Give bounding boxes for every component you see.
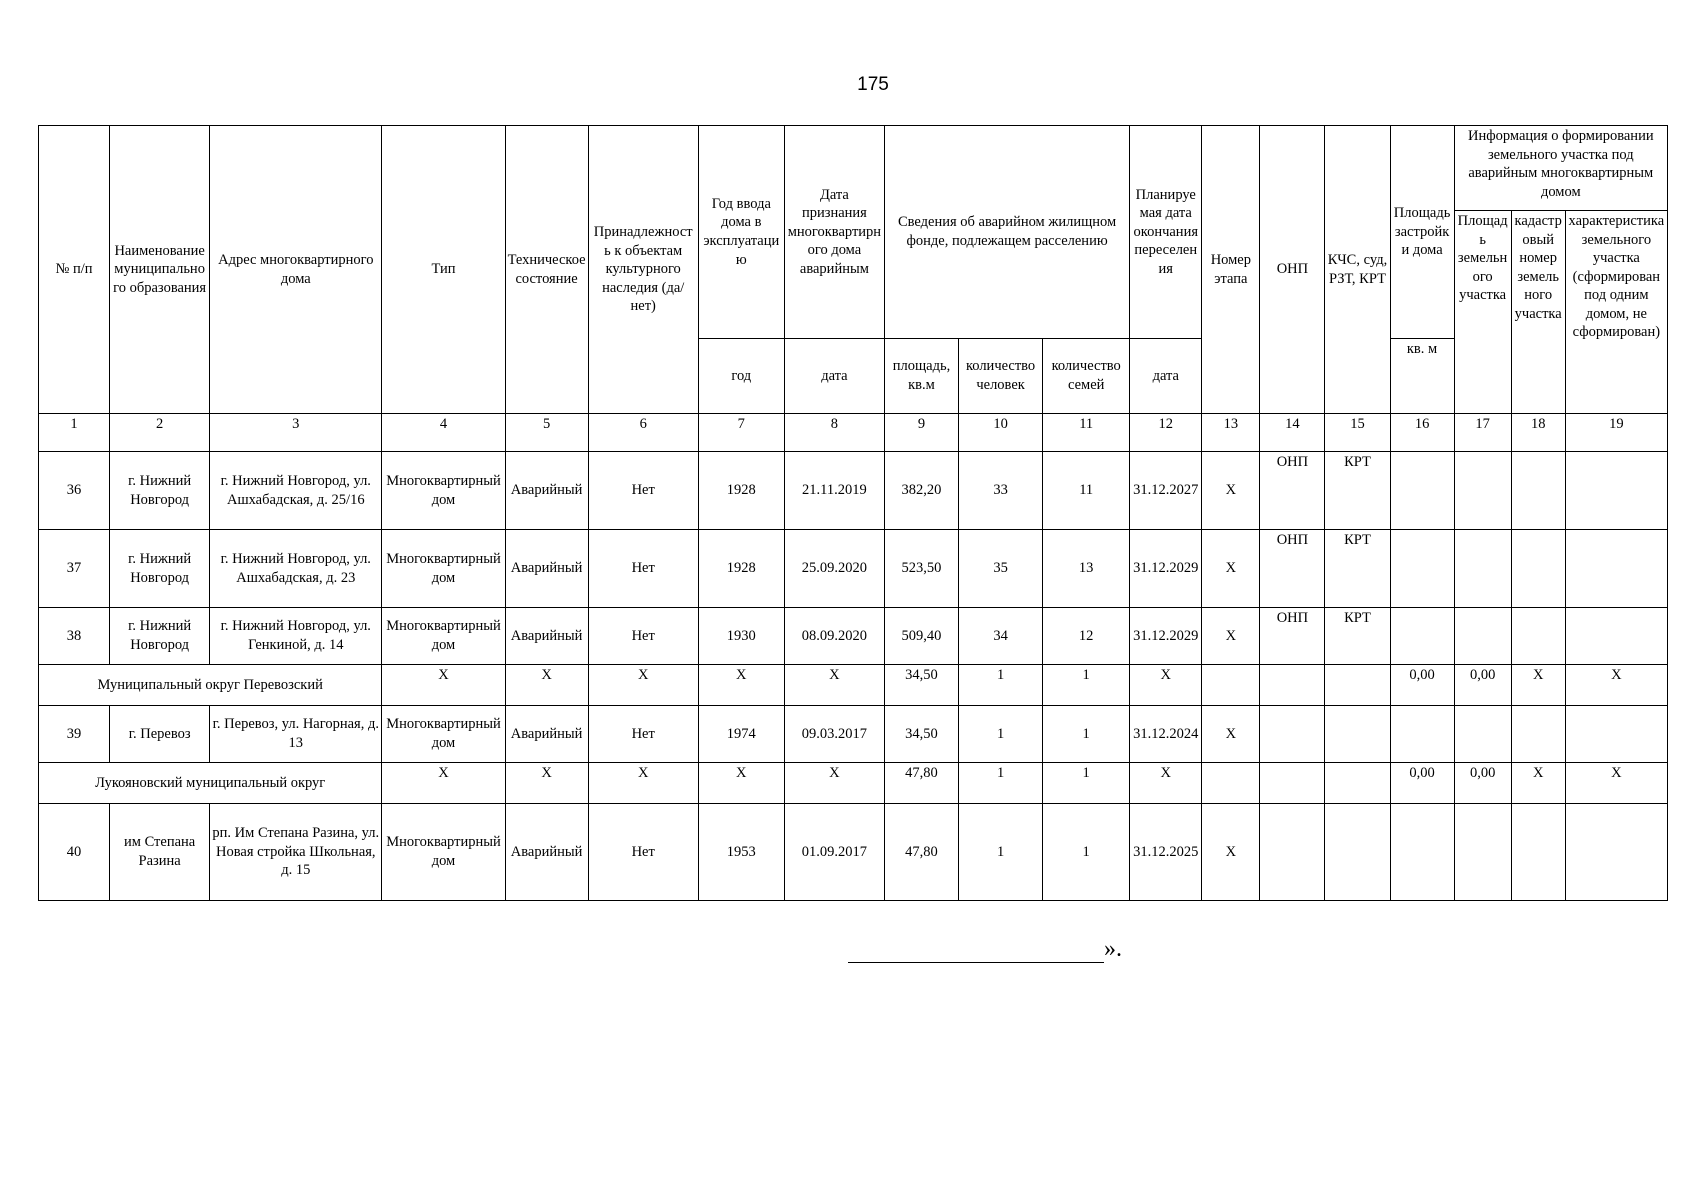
- column-number: 17: [1454, 414, 1511, 452]
- cell-heritage: Нет: [588, 706, 698, 763]
- cell-c19: [1565, 804, 1667, 901]
- cell-c18: [1511, 452, 1565, 530]
- cell-num: 40: [39, 804, 110, 901]
- cell-c19: X: [1565, 665, 1667, 706]
- cell-heritage: X: [588, 665, 698, 706]
- cell-address: г. Нижний Новгород, ул. Ашхабадская, д. 25/16: [210, 452, 382, 530]
- cell-stage: X: [1202, 804, 1260, 901]
- summary-row: [39, 763, 1668, 804]
- column-number: 15: [1325, 414, 1390, 452]
- cell-year: X: [698, 665, 784, 706]
- cell-people: 34: [959, 608, 1043, 665]
- column-number: 2: [110, 414, 210, 452]
- cell-kchs: [1325, 665, 1390, 706]
- subheader-date: дата: [784, 339, 884, 414]
- cell-type: X: [382, 665, 505, 706]
- cell-mo: г. Нижний Новгород: [110, 608, 210, 665]
- cell-c18: [1511, 608, 1565, 665]
- column-number: 1: [39, 414, 110, 452]
- cell-mo: г. Нижний Новгород: [110, 452, 210, 530]
- summary-label: Муниципальный округ Перевозский: [39, 665, 382, 706]
- cell-num: 37: [39, 530, 110, 608]
- subheader-families: количество семей: [1043, 339, 1130, 414]
- cell-c16: [1390, 452, 1454, 530]
- cell-mo: г. Перевоз: [110, 706, 210, 763]
- cell-people: 33: [959, 452, 1043, 530]
- cell-date: 01.09.2017: [784, 804, 884, 901]
- page-number: 175: [857, 74, 889, 95]
- table-row: [39, 452, 1668, 530]
- cell-type: Многоквартирный дом: [382, 608, 505, 665]
- cell-type: Многоквартирный дом: [382, 804, 505, 901]
- cell-address: г. Перевоз, ул. Нагорная, д. 13: [210, 706, 382, 763]
- cell-onp: [1260, 706, 1325, 763]
- column-number: 14: [1260, 414, 1325, 452]
- cell-onp: [1260, 804, 1325, 901]
- header-planned-date: Планируемая дата окончания переселения: [1130, 126, 1202, 339]
- subheader-year: год: [698, 339, 784, 414]
- cell-resettle: X: [1130, 763, 1202, 804]
- cell-c16: [1390, 608, 1454, 665]
- cell-c17: [1454, 804, 1511, 901]
- header-municipality: Наименование муниципального образования: [110, 126, 210, 414]
- cell-mo: г. Нижний Новгород: [110, 530, 210, 608]
- cell-c18: [1511, 706, 1565, 763]
- cell-date: 08.09.2020: [784, 608, 884, 665]
- cell-stage: X: [1202, 530, 1260, 608]
- column-number: 4: [382, 414, 505, 452]
- cell-year: 1928: [698, 452, 784, 530]
- cell-c18: [1511, 530, 1565, 608]
- header-land-plot-group: Информация о формировании земельного участка под аварийным многоквартирным домом: [1454, 126, 1667, 211]
- column-number: 19: [1565, 414, 1667, 452]
- cell-num: 39: [39, 706, 110, 763]
- column-number: 18: [1511, 414, 1565, 452]
- cell-type: Многоквартирный дом: [382, 452, 505, 530]
- cell-year: 1930: [698, 608, 784, 665]
- header-heritage: Принадлежность к объектам культурного наследия (да/нет): [588, 126, 698, 414]
- cell-c17: [1454, 608, 1511, 665]
- cell-families: 1: [1043, 665, 1130, 706]
- cell-c16: [1390, 706, 1454, 763]
- cell-date: X: [784, 763, 884, 804]
- column-number: 5: [505, 414, 588, 452]
- signature-line: [848, 932, 1104, 963]
- cell-date: 21.11.2019: [784, 452, 884, 530]
- cell-c19: [1565, 530, 1667, 608]
- cell-c17: [1454, 452, 1511, 530]
- header-cadastral: кадастровый номер земельного участка: [1511, 211, 1565, 414]
- cell-date: 09.03.2017: [784, 706, 884, 763]
- cell-area: 47,80: [884, 763, 958, 804]
- column-number: 6: [588, 414, 698, 452]
- cell-c18: X: [1511, 665, 1565, 706]
- column-number: 13: [1202, 414, 1260, 452]
- subheader-built-area-unit: кв. м: [1390, 339, 1454, 414]
- cell-year: X: [698, 763, 784, 804]
- cell-families: 12: [1043, 608, 1130, 665]
- cell-area: 34,50: [884, 665, 958, 706]
- header-tech-state: Техническое состояние: [505, 126, 588, 414]
- cell-families: 13: [1043, 530, 1130, 608]
- header-kchs: КЧС, суд, РЗТ, КРТ: [1325, 126, 1390, 414]
- cell-onp: [1260, 665, 1325, 706]
- header-recognition-date: Дата признания многоквартирного дома аварийным: [784, 126, 884, 339]
- cell-state: Аварийный: [505, 706, 588, 763]
- cell-area: 509,40: [884, 608, 958, 665]
- cell-num: 38: [39, 608, 110, 665]
- cell-resettle: 31.12.2024: [1130, 706, 1202, 763]
- cell-onp: ОНП: [1260, 452, 1325, 530]
- cell-area: 47,80: [884, 804, 958, 901]
- cell-resettle: 31.12.2025: [1130, 804, 1202, 901]
- cell-date: X: [784, 665, 884, 706]
- cell-c17: 0,00: [1454, 665, 1511, 706]
- cell-c19: X: [1565, 763, 1667, 804]
- cell-stage: [1202, 665, 1260, 706]
- table-row: [39, 804, 1668, 901]
- subheader-planned-date: дата: [1130, 339, 1202, 414]
- table-row: [39, 706, 1668, 763]
- cell-date: 25.09.2020: [784, 530, 884, 608]
- cell-kchs: КРТ: [1325, 452, 1390, 530]
- cell-c18: [1511, 804, 1565, 901]
- cell-year: 1953: [698, 804, 784, 901]
- cell-families: 1: [1043, 706, 1130, 763]
- header-address: Адрес многоквартирного дома: [210, 126, 382, 414]
- cell-stage: [1202, 763, 1260, 804]
- cell-type: X: [382, 763, 505, 804]
- cell-year: 1974: [698, 706, 784, 763]
- cell-c19: [1565, 452, 1667, 530]
- closing-quote: ».: [1104, 936, 1122, 962]
- header-onp: ОНП: [1260, 126, 1325, 414]
- cell-state: X: [505, 763, 588, 804]
- column-number: 8: [784, 414, 884, 452]
- header-stage: Номер этапа: [1202, 126, 1260, 414]
- cell-year: 1928: [698, 530, 784, 608]
- column-number: 10: [959, 414, 1043, 452]
- cell-area: 382,20: [884, 452, 958, 530]
- cell-heritage: Нет: [588, 804, 698, 901]
- cell-num: 36: [39, 452, 110, 530]
- cell-stage: X: [1202, 608, 1260, 665]
- cell-resettle: X: [1130, 665, 1202, 706]
- cell-c19: [1565, 706, 1667, 763]
- cell-state: Аварийный: [505, 530, 588, 608]
- cell-kchs: КРТ: [1325, 530, 1390, 608]
- cell-families: 1: [1043, 763, 1130, 804]
- cell-families: 1: [1043, 804, 1130, 901]
- cell-c16: [1390, 804, 1454, 901]
- cell-c17: [1454, 706, 1511, 763]
- cell-people: 1: [959, 706, 1043, 763]
- cell-resettle: 31.12.2027: [1130, 452, 1202, 530]
- cell-people: 1: [959, 665, 1043, 706]
- cell-c16: [1390, 530, 1454, 608]
- cell-kchs: [1325, 706, 1390, 763]
- summary-row: [39, 665, 1668, 706]
- cell-area: 34,50: [884, 706, 958, 763]
- cell-people: 1: [959, 763, 1043, 804]
- header-number: № п/п: [39, 126, 110, 414]
- cell-families: 11: [1043, 452, 1130, 530]
- cell-resettle: 31.12.2029: [1130, 530, 1202, 608]
- cell-heritage: X: [588, 763, 698, 804]
- subheader-area: площадь, кв.м: [884, 339, 958, 414]
- cell-heritage: Нет: [588, 530, 698, 608]
- cell-kchs: КРТ: [1325, 608, 1390, 665]
- cell-kchs: [1325, 804, 1390, 901]
- cell-type: Многоквартирный дом: [382, 530, 505, 608]
- cell-c17: [1454, 530, 1511, 608]
- cell-onp: ОНП: [1260, 530, 1325, 608]
- table-row: [39, 608, 1668, 665]
- cell-stage: X: [1202, 706, 1260, 763]
- header-resettlement-group: Сведения об аварийном жилищном фонде, подлежащем расселению: [884, 126, 1129, 339]
- cell-c19: [1565, 608, 1667, 665]
- header-type: Тип: [382, 126, 505, 414]
- cell-stage: X: [1202, 452, 1260, 530]
- cell-mo: им Степана Разина: [110, 804, 210, 901]
- column-number: 16: [1390, 414, 1454, 452]
- cell-state: Аварийный: [505, 608, 588, 665]
- cell-c18: X: [1511, 763, 1565, 804]
- cell-c17: 0,00: [1454, 763, 1511, 804]
- cell-area: 523,50: [884, 530, 958, 608]
- cell-address: г. Нижний Новгород, ул. Генкиной, д. 14: [210, 608, 382, 665]
- cell-onp: [1260, 763, 1325, 804]
- cell-state: X: [505, 665, 588, 706]
- header-year: Год ввода дома в эксплуатацию: [698, 126, 784, 339]
- cell-address: рп. Им Степана Разина, ул. Новая стройка Школьная, д. 15: [210, 804, 382, 901]
- column-number-row: [39, 414, 1668, 452]
- header-built-area: Площадь застройки дома: [1390, 126, 1454, 339]
- column-number: 9: [884, 414, 958, 452]
- cell-heritage: Нет: [588, 452, 698, 530]
- emergency-housing-table: [38, 125, 1668, 901]
- cell-resettle: 31.12.2029: [1130, 608, 1202, 665]
- column-number: 12: [1130, 414, 1202, 452]
- subheader-people: количество человек: [959, 339, 1043, 414]
- summary-label: Лукояновский муниципальный округ: [39, 763, 382, 804]
- cell-heritage: Нет: [588, 608, 698, 665]
- cell-people: 35: [959, 530, 1043, 608]
- cell-onp: ОНП: [1260, 608, 1325, 665]
- column-number: 7: [698, 414, 784, 452]
- cell-c16: 0,00: [1390, 665, 1454, 706]
- cell-kchs: [1325, 763, 1390, 804]
- table-row: [39, 530, 1668, 608]
- cell-people: 1: [959, 804, 1043, 901]
- cell-state: Аварийный: [505, 804, 588, 901]
- cell-address: г. Нижний Новгород, ул. Ашхабадская, д. 23: [210, 530, 382, 608]
- cell-state: Аварийный: [505, 452, 588, 530]
- column-number: 3: [210, 414, 382, 452]
- header-land-characteristic: характеристика земельного участка (сформирован под одним домом, не сформирован): [1565, 211, 1667, 414]
- header-land-area: Площадь земельного участка: [1454, 211, 1511, 414]
- column-number: 11: [1043, 414, 1130, 452]
- cell-type: Многоквартирный дом: [382, 706, 505, 763]
- cell-c16: 0,00: [1390, 763, 1454, 804]
